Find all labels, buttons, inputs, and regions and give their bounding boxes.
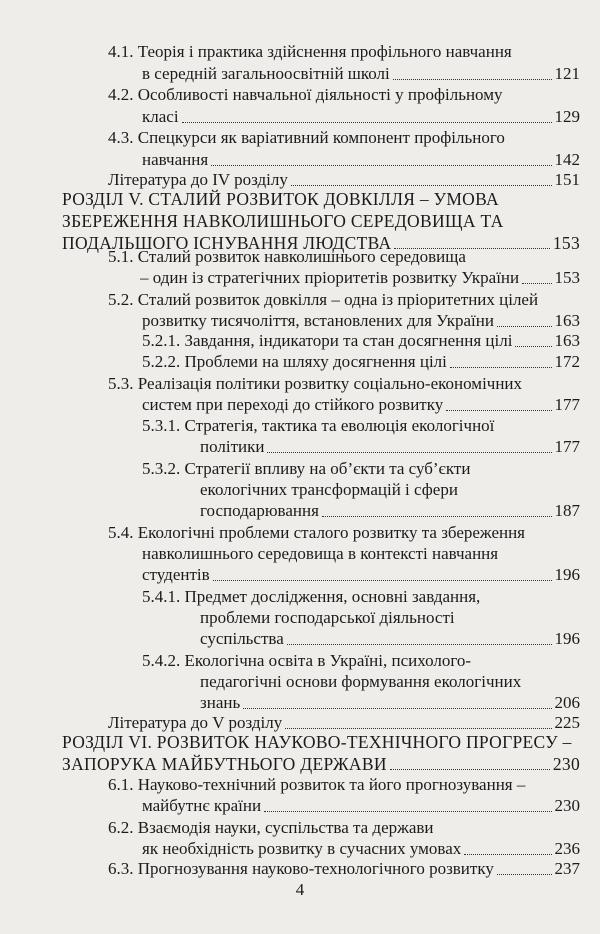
dot-leader <box>322 516 552 517</box>
toc-entry-5-3-2-line3: господарювання <box>200 501 319 520</box>
toc-entry-5-1-line1: 5.1. Сталий розвиток навколишнього середовища <box>108 247 466 266</box>
toc-entry-6-2-line1: 6.2. Взаємодія науки, суспільства та держави <box>108 818 434 837</box>
toc-entry-5-2 <box>142 310 580 332</box>
page-number: 4 <box>295 880 305 899</box>
toc-page-number: 129 <box>554 107 580 126</box>
toc-entry-6-1-line1: 6.1. Науково-технічний розвиток та його прогнозування – <box>108 775 526 794</box>
toc-entry-4-2 <box>142 106 580 128</box>
toc-entry-5-3-2 <box>200 500 580 522</box>
toc-entry-5-1 <box>140 267 580 289</box>
toc-entry-4-1-line1: 4.1. Теорія і практика здійснення профільного навчання <box>108 42 512 61</box>
toc-entry-5-3-1-line2: політики <box>200 437 265 456</box>
toc-entry-6-1-line2: майбутнє країни <box>142 796 262 815</box>
toc-entry-5-4 <box>142 564 580 586</box>
toc-entry-5-4-2-line2: педагогічні основи формування екологічних <box>200 672 522 691</box>
toc-entry-5-4-1 <box>200 628 580 650</box>
toc-page-number: 187 <box>554 501 580 520</box>
toc-entry-5-3-line1: 5.3. Реалізація політики розвитку соціально-економічних <box>108 374 523 393</box>
toc-entry-6-2-line2: як необхідність розвитку в сучасних умовах <box>142 839 462 858</box>
toc-entry-5-3-2-line2: екологічних трансформацій і сфери <box>200 480 458 499</box>
toc-page-number: 177 <box>554 395 580 414</box>
toc-entry-4-1 <box>142 63 580 85</box>
chapter-6-heading-line2: ЗАПОРУКА МАЙБУТНЬОГО ДЕРЖАВИ <box>62 754 387 774</box>
toc-entry-5-4-1-line1: 5.4.1. Предмет дослідження, основні завдання, <box>142 587 481 606</box>
toc-entry-5-3-2-line1: 5.3.2. Стратегії впливу на об’єкти та суб’єкти <box>142 459 471 478</box>
toc-page-number: 237 <box>554 859 580 878</box>
toc-entry-5-4-2 <box>200 692 580 714</box>
toc-entry-5-2-1 <box>142 330 580 352</box>
dot-leader <box>285 728 551 729</box>
dot-leader <box>497 874 552 875</box>
dot-leader <box>287 644 552 645</box>
dot-leader <box>291 185 552 186</box>
toc-page-number: 151 <box>554 170 580 189</box>
chapter-6-heading-line1: РОЗДІЛ VI. РОЗВИТОК НАУКОВО-ТЕХНІЧНОГО ПРОГРЕСУ – <box>62 732 572 752</box>
toc-page-number: 236 <box>554 839 580 858</box>
toc-entry-literature-5-label: Література до V розділу <box>108 713 283 732</box>
toc-page-number: 230 <box>554 796 580 815</box>
toc-entry-5-2-2-label: 5.2.2. Проблеми на шляху досягнення цілі <box>142 352 447 371</box>
toc-page-number: 177 <box>554 437 580 456</box>
toc-page-number: 196 <box>554 565 580 584</box>
toc-entry-6-2 <box>142 838 580 860</box>
toc-entry-4-2-line1: 4.2. Особливості навчальної діяльності у профільному <box>108 85 503 104</box>
dot-leader <box>182 122 552 123</box>
toc-entry-5-3-line2: систем при переході до стійкого розвитку <box>142 395 444 414</box>
dot-leader <box>497 326 552 327</box>
toc-page-number: 153 <box>552 233 580 253</box>
toc-entry-4-3 <box>142 149 580 171</box>
toc-entry-5-4-1-line2: проблеми господарської діяльності <box>200 608 455 627</box>
toc-page-number: 225 <box>554 713 580 732</box>
dot-leader <box>390 769 550 770</box>
toc-entry-4-1-line2: в середній загальноосвітній школі <box>142 64 390 83</box>
toc-page-number: 121 <box>554 64 580 83</box>
toc-page-number: 163 <box>554 331 580 350</box>
toc-page-number: 163 <box>554 311 580 330</box>
toc-entry-5-4-line3: студентів <box>142 565 210 584</box>
dot-leader <box>267 452 551 453</box>
toc-page-number: 153 <box>554 268 580 287</box>
toc-entry-5-3 <box>142 394 580 416</box>
toc-page-number: 230 <box>552 754 580 774</box>
dot-leader <box>522 283 551 284</box>
toc-entry-5-4-1-line3: суспільства <box>200 629 284 648</box>
dot-leader <box>393 79 552 80</box>
dot-leader <box>446 410 551 411</box>
toc-entry-5-2-line1: 5.2. Сталий розвиток довкілля – одна із пріоритетних цілей <box>108 290 539 309</box>
toc-entry-5-4-line2: навколишнього середовища в контексті навчання <box>142 544 499 563</box>
dot-leader <box>211 165 551 166</box>
toc-entry-4-3-line2: навчання <box>142 150 209 169</box>
toc-entry-5-4-line1: 5.4. Екологічні проблеми сталого розвитку та збереження <box>108 523 526 542</box>
toc-entry-6-3-label: 6.3. Прогнозування науково-технологічного розвитку <box>108 859 494 878</box>
toc-entry-6-3 <box>108 858 580 880</box>
toc-page-number: 206 <box>554 693 580 712</box>
dot-leader <box>264 811 551 812</box>
toc-entry-chapter-6 <box>62 753 580 775</box>
toc-page-number: 172 <box>554 352 580 371</box>
dot-leader <box>213 580 552 581</box>
toc-entry-5-3-1-line1: 5.3.1. Стратегія, тактика та еволюція екологічної <box>142 416 495 435</box>
toc-page-number: 142 <box>554 150 580 169</box>
chapter-5-heading-line2: ЗБЕРЕЖЕННЯ НАВКОЛИШНЬОГО СЕРЕДОВИЩА ТА <box>62 211 504 231</box>
chapter-5-heading-line3: ПОДАЛЬШОГО ІСНУВАННЯ ЛЮДСТВА <box>62 233 392 253</box>
toc-entry-4-3-line1: 4.3. Спецкурси як варіативний компонент профільного <box>108 128 505 147</box>
toc-entry-5-4-2-line1: 5.4.2. Екологічна освіта в Україні, психолого- <box>142 651 472 670</box>
toc-entry-5-2-line2: розвитку тисячоліття, встановлених для України <box>142 311 494 330</box>
dot-leader <box>464 854 551 855</box>
dot-leader <box>515 346 551 347</box>
toc-entry-6-1 <box>142 795 580 817</box>
dot-leader <box>450 367 552 368</box>
toc-entry-5-1-line2: – один із стратегічних пріоритетів розвитку України <box>140 268 520 287</box>
toc-page-number: 196 <box>554 629 580 648</box>
dot-leader <box>243 708 551 709</box>
toc-entry-literature-4-label: Література до IV розділу <box>108 170 288 189</box>
toc-entry-5-2-1-label: 5.2.1. Завдання, індикатори та стан досягнення цілі <box>142 331 513 350</box>
toc-entry-5-2-2 <box>142 351 580 373</box>
toc-entry-5-4-2-line3: знань <box>200 693 241 712</box>
toc-entry-5-3-1 <box>200 436 580 458</box>
chapter-5-heading-line1: РОЗДІЛ V. СТАЛИЙ РОЗВИТОК ДОВКІЛЛЯ – УМОВА <box>62 189 499 209</box>
toc-entry-4-2-line2: класі <box>142 107 179 126</box>
